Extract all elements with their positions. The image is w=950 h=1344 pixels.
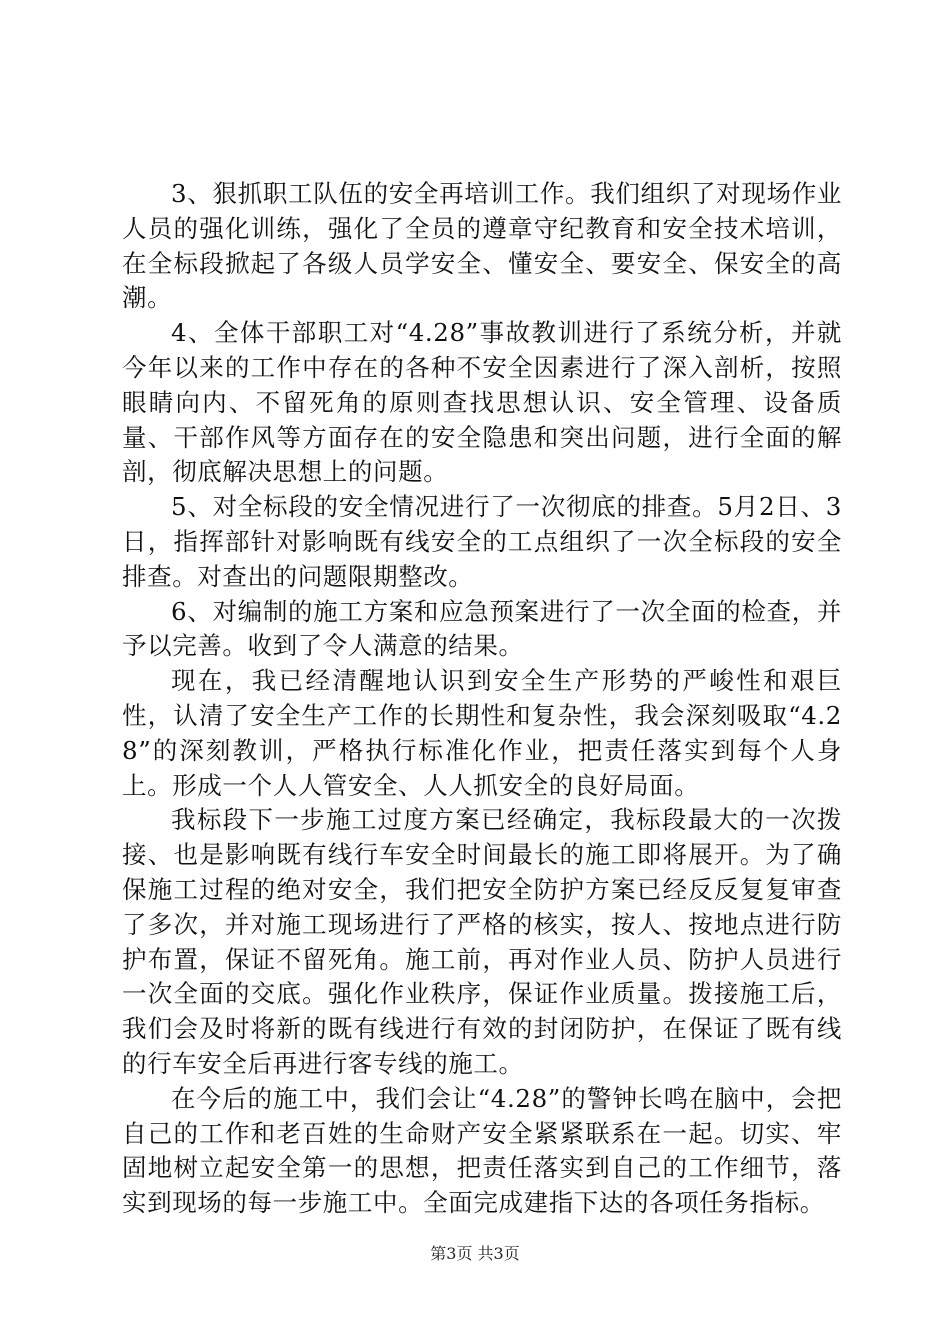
paragraph-current-awareness: 现在，我已经清醒地认识到安全生产形势的严峻性和艰巨性，认清了安全生产工作的长期性和复杂性，我会深刻吸取“4.28”的深刻教训，严格执行标准化作业，把责任落实到每个人身上。形成一个人人管安全、人人抓安全的良好局面。 (122, 666, 842, 800)
paragraph-item-3: 3、狠抓职工队伍的安全再培训工作。我们组织了对现场作业人员的强化训练，强化了全员的遵章守纪教育和安全技术培训，在全标段掀起了各级人员学安全、懂安全、要安全、保安全的高潮。 (122, 179, 842, 313)
paragraph-future-work: 在今后的施工中，我们会让“4.28”的警钟长鸣在脑中，会把自己的工作和老百姓的生命财产安全紧紧联系在一起。切实、牢固地树立起安全第一的思想，把责任落实到自己的工作细节，落实到现场的每一步施工中。全面完成建指下达的各项任务指标。 (122, 1083, 842, 1218)
document-body (122, 177, 842, 1221)
page-number-footer: 第3页 共3页 (430, 1244, 520, 1263)
paragraph-item-6: 6、对编制的施工方案和应急预案进行了一次全面的检查，并予以完善。收到了令人满意的结果。 (122, 596, 842, 661)
paragraph-item-4: 4、全体干部职工对“4.28”事故教训进行了系统分析，并就今年以来的工作中存在的各种不安全因素进行了深入剖析，按照眼睛向内、不留死角的原则查找思想认识、安全管理、设备质量、干部作风等方面存在的安全隐患和突出问题，进行全面的解剖，彻底解决思想上的问题。 (122, 318, 842, 487)
paragraph-next-steps: 我标段下一步施工过度方案已经确定，我标段最大的一次拨接、也是影响既有线行车安全时间最长的施工即将展开。为了确保施工过程的绝对安全，我们把安全防护方案已经反反复复审查了多次，并对施工现场进行了严格的核实，按人、按地点进行防护布置，保证不留死角。施工前，再对作业人员、防护人员进行一次全面的交底。强化作业秩序，保证作业质量。拨接施工后，我们会及时将新的既有线进行有效的封闭防护，在保证了既有线的行车安全后再进行客专线的施工。 (122, 805, 842, 1078)
paragraph-item-5: 5、对全标段的安全情况进行了一次彻底的排查。5月2日、3日，指挥部针对影响既有线安全的工点组织了一次全标段的安全排查。对查出的问题限期整改。 (122, 492, 842, 591)
